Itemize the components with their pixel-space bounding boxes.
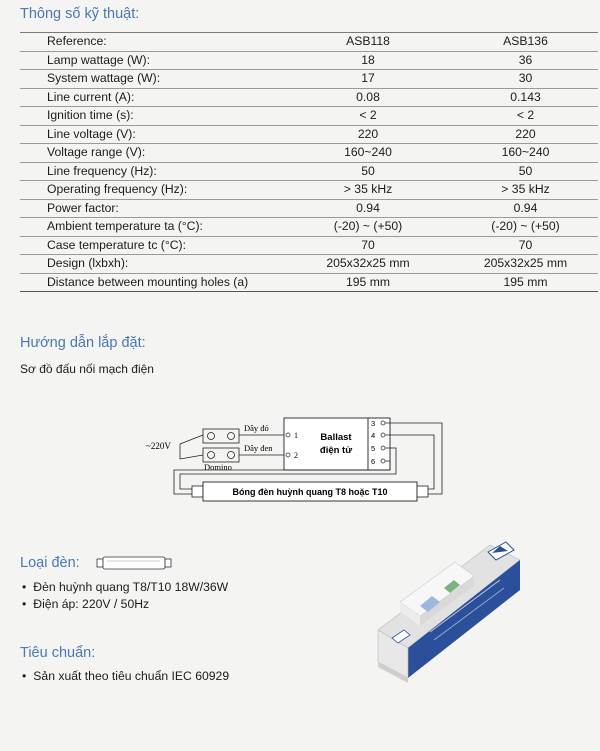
voltage-label: ~220V [146,441,171,451]
spec-cell-asb118: 160~240 [283,144,453,163]
list-item: • Đèn huỳnh quang T8/T10 18W/36W [22,579,228,596]
spec-cell-label: Line frequency (Hz): [20,162,283,181]
spec-row [20,70,598,89]
spec-cell-asb136: 220 [453,125,598,144]
spec-cell-asb118: (-20) ~ (+50) [283,218,453,237]
pin-5: 5 [371,444,376,453]
pin-3: 3 [371,419,376,428]
wire-black-label: Dây đen [244,443,273,453]
spec-cell-asb118: 17 [283,70,453,89]
tube-icon [96,555,172,571]
spec-cell-asb136: 0.94 [453,199,598,218]
spec-row [20,88,598,107]
pin-6: 6 [371,457,376,466]
spec-cell-label: Line voltage (V): [20,125,283,144]
spec-cell-label: Voltage range (V): [20,144,283,163]
spec-cell-asb118: > 35 kHz [283,181,453,200]
pin-1: 1 [294,431,298,440]
spec-cell-label: Power factor: [20,199,283,218]
spec-row [20,181,598,200]
spec-cell-asb118: 18 [283,51,453,70]
spec-cell-asb136: (-20) ~ (+50) [453,218,598,237]
spec-cell-label: System wattage (W): [20,70,283,89]
list-item: • Sản xuất theo tiêu chuẩn IEC 60929 [22,668,229,685]
spec-cell-asb136: 195 mm [453,273,598,292]
ballast-label-1: Ballast [320,432,352,443]
spec-cell-label: Operating frequency (Hz): [20,181,283,200]
spec-cell-label: Ignition time (s): [20,107,283,126]
spec-row [20,255,598,274]
spec-cell-asb118: 205x32x25 mm [283,255,453,274]
spec-row [20,273,598,292]
wire-red-label: Dây đỏ [244,423,269,433]
spec-table [20,32,598,292]
spec-cell-asb136: < 2 [453,107,598,126]
list-item: • Điện áp: 220V / 50Hz [22,596,228,613]
ballast-label-2: điện tử [319,445,353,456]
spec-cell-asb136: 205x32x25 mm [453,255,598,274]
spec-row [20,162,598,181]
spec-cell-asb136: 0.143 [453,88,598,107]
wiring-diagram [140,414,450,526]
spec-cell-asb136: 70 [453,236,598,255]
spec-cell-asb136: ASB136 [453,33,598,52]
spec-row [20,125,598,144]
spec-row [20,199,598,218]
lamp-type-list [22,579,228,613]
spec-row [20,51,598,70]
spec-cell-asb118: < 2 [283,107,453,126]
spec-cell-asb118: 0.08 [283,88,453,107]
spec-row [20,144,598,163]
spec-cell-label: Reference: [20,33,283,52]
pin-4: 4 [371,431,376,440]
spec-row [20,236,598,255]
spec-cell-asb136: > 35 kHz [453,181,598,200]
spec-row [20,107,598,126]
spec-cell-label: Lamp wattage (W): [20,51,283,70]
spec-heading: Thông số kỹ thuật: [20,6,140,22]
standard-heading: Tiêu chuẩn: [20,645,96,661]
spec-cell-label: Design (lxbxh): [20,255,283,274]
domino-label: Domino [204,462,232,472]
spec-cell-asb118: 220 [283,125,453,144]
spec-cell-label: Line current (A): [20,88,283,107]
spec-cell-asb136: 50 [453,162,598,181]
standard-list [22,668,229,685]
spec-cell-asb118: ASB118 [283,33,453,52]
spec-cell-asb136: 36 [453,51,598,70]
spec-cell-label: Ambient temperature ta (°C): [20,218,283,237]
domino-block [203,429,239,462]
pin-2: 2 [294,451,298,460]
spec-cell-asb118: 0.94 [283,199,453,218]
product-photo [370,540,530,700]
spec-cell-label: Case temperature tc (°C): [20,236,283,255]
spec-cell-asb136: 30 [453,70,598,89]
spec-row [20,33,598,52]
spec-cell-label: Distance between mounting holes (a) [20,273,283,292]
lamp-type-heading: Loại đèn: [20,555,80,571]
spec-cell-asb136: 160~240 [453,144,598,163]
spec-cell-asb118: 70 [283,236,453,255]
spec-cell-asb118: 50 [283,162,453,181]
tube-label: Bóng đèn huỳnh quang T8 hoặc T10 [232,487,388,497]
spec-row [20,218,598,237]
spec-cell-asb118: 195 mm [283,273,453,292]
wiring-subtitle: Sơ đồ đấu nối mạch điện [20,362,154,376]
install-heading: Hướng dẫn lắp đặt: [20,335,146,351]
